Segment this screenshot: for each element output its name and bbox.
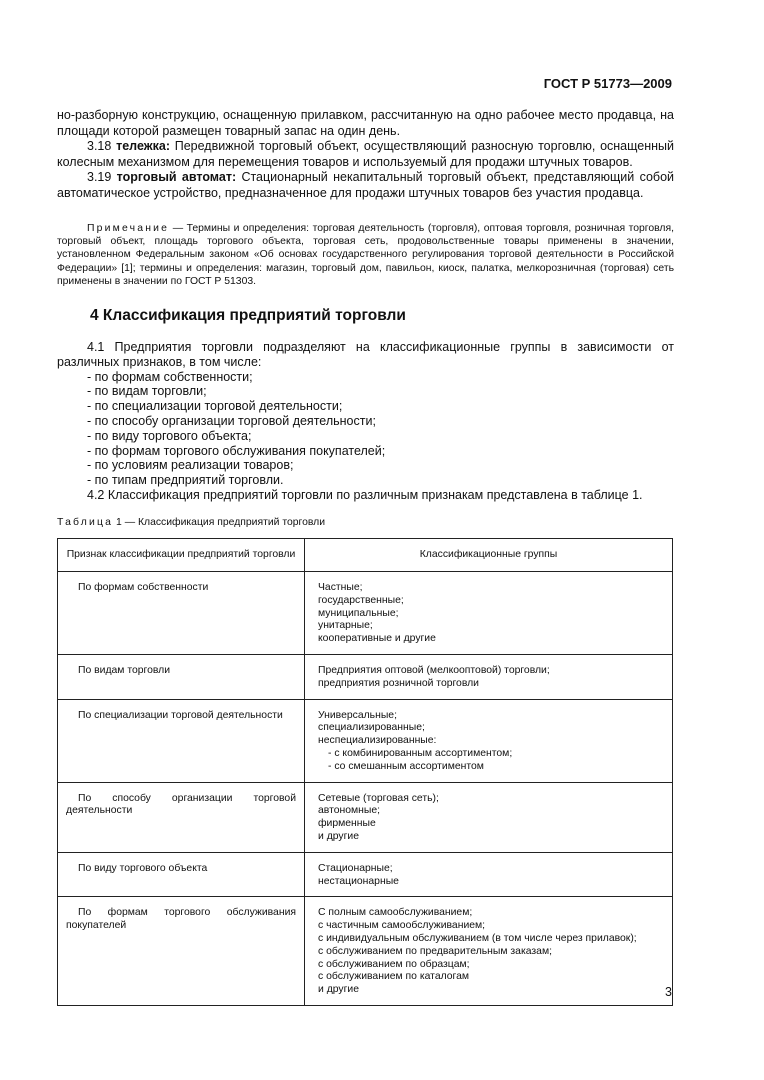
note-paragraph	[57, 222, 674, 288]
group-item: Сетевые (торговая сеть);	[318, 792, 439, 804]
feature-cell: По специализации торговой деятельности	[58, 699, 305, 782]
group-subitem: - с комбинированным ассортиментом;	[328, 747, 513, 759]
table-row	[58, 699, 673, 782]
group-item: с обслуживанием по образцам;	[318, 958, 470, 970]
group-item: Универсальные;	[318, 709, 397, 721]
table-header-row	[58, 539, 673, 572]
group-item: с обслуживанием по предварительным заказам;	[318, 945, 552, 957]
group-item: нестационарные	[318, 875, 399, 887]
section-title: 4 Классификация предприятий торговли	[90, 307, 406, 324]
group-item: и другие	[318, 984, 359, 996]
group-item: предприятия розничной торговли	[318, 677, 479, 689]
groups-cell	[305, 699, 673, 782]
group-item: Частные;	[318, 582, 363, 593]
groups-cell	[305, 572, 673, 655]
feature-cell: По способу организации торговой деятельности	[58, 782, 305, 852]
term-definition: Передвижной торговый объект, осуществляющий разносную торговлю, оснащенный колесным механизмом для перемещения товаров и используемый для продажи штучных товаров.	[57, 139, 674, 169]
list-item: - по формам собственности;	[87, 369, 253, 384]
groups-cell	[305, 654, 673, 699]
list-item: - по типам предприятий торговли.	[87, 473, 284, 488]
table-caption-text: 1 — Классификация предприятий торговли	[113, 517, 326, 528]
group-item: с обслуживанием по каталогам	[318, 971, 470, 983]
definitions-block	[57, 108, 674, 202]
groups-cell	[305, 782, 673, 852]
table-caption	[57, 517, 325, 528]
group-item: государственные;	[318, 594, 404, 606]
group-item: Стационарные;	[318, 862, 393, 874]
feature-cell: По формам торгового обслуживания покупателей	[58, 897, 305, 1006]
note-text: — Термины и определения: торговая деятельность (торговля), оптовая торговля, розничная торговля, торговый объект, площадь торгового объекта, торговая сеть, продовольственные товары применены в значении, установленном Федеральным законом «Об основах государственного регулирования торговой деятельности в Российской Федерации» [1]; термины и определения: магазин, торговый дом, павильон, киоск, палатка, мелкорозничная (торговая) сеть применены в значении по ГОСТ Р 51303.	[57, 223, 674, 287]
section-closing: 4.2 Классификация предприятий торговли по различным признакам представлена в таблице 1.	[87, 487, 643, 502]
groups-cell	[305, 852, 673, 897]
table-header-groups: Классификационные группы	[305, 539, 673, 572]
group-item: муниципальные;	[318, 607, 399, 619]
feature-cell: По виду торгового объекта	[58, 852, 305, 897]
list-item: - по видам торговли;	[87, 384, 207, 399]
term-name: тележка:	[116, 139, 170, 154]
list-item: - по специализации торговой деятельности;	[87, 399, 343, 414]
group-item: с частичным самообслуживанием;	[318, 920, 486, 932]
classification-table	[57, 538, 673, 1006]
groups-cell	[305, 897, 673, 1006]
note-label: Примечание	[87, 223, 170, 234]
group-subitem: - со смешанным ассортиментом	[328, 760, 484, 772]
group-item: и другие	[318, 830, 359, 842]
table-row	[58, 654, 673, 699]
list-item: - по условиям реализации товаров;	[87, 458, 294, 473]
list-item: - по формам торгового обслуживания покупателей;	[87, 443, 386, 458]
group-item: автономные;	[318, 805, 381, 817]
feature-cell: По формам собственности	[58, 572, 305, 655]
term-name: торговый автомат:	[116, 170, 237, 185]
term-definition: Стационарный некапитальный торговый объект, представляющий собой автоматическое устройство, предназначенное для продажи штучных товаров без участия продавца.	[57, 170, 674, 200]
table-row	[58, 572, 673, 655]
term-3-19: 3.19 торговый автомат: Стационарный некапитальный торговый объект, представляющий собой автоматическое устройство, предназначенное для продажи штучных товаров без участия продавца.	[57, 170, 674, 200]
list-item: - по виду торгового объекта;	[87, 428, 252, 443]
term-3-18: 3.18 тележка: Передвижной торговый объект, осуществляющий разносную торговлю, оснащенный колесным механизмом для перемещения товаров и используемый для продажи штучных товаров.	[57, 139, 674, 169]
page-number: 3	[665, 985, 672, 999]
group-item: фирменные	[318, 818, 376, 830]
group-item: с индивидуальным обслуживанием (в том числе через прилавок);	[318, 932, 637, 944]
table-row	[58, 852, 673, 897]
section-intro: 4.1 Предприятия торговли подразделяют на классификационные группы в зависимости от различных признаков, в том числе:	[57, 340, 674, 369]
table-row	[58, 782, 673, 852]
group-item: специализированные;	[318, 722, 425, 734]
continuation-paragraph: но-разборную конструкцию, оснащенную прилавком, рассчитанную на одно рабочее место продавца, на площади которой размещен товарный запас на один день.	[57, 108, 674, 138]
list-item: - по способу организации торговой деятельности;	[87, 413, 376, 428]
section-body	[57, 340, 674, 503]
group-item: С полным самообслуживанием;	[318, 907, 473, 919]
group-item: Предприятия оптовой (мелкооптовой) торговли;	[318, 664, 550, 676]
table-row	[58, 897, 673, 1006]
standard-code: ГОСТ Р 51773—2009	[543, 76, 672, 91]
feature-cell: По видам торговли	[58, 654, 305, 699]
group-item: унитарные;	[318, 620, 373, 632]
table-caption-label: Таблица	[57, 517, 114, 528]
group-item: неспециализированные:	[318, 735, 437, 747]
group-item: кооперативные и другие	[318, 633, 436, 645]
table-header-feature: Признак классификации предприятий торговли	[58, 539, 305, 572]
